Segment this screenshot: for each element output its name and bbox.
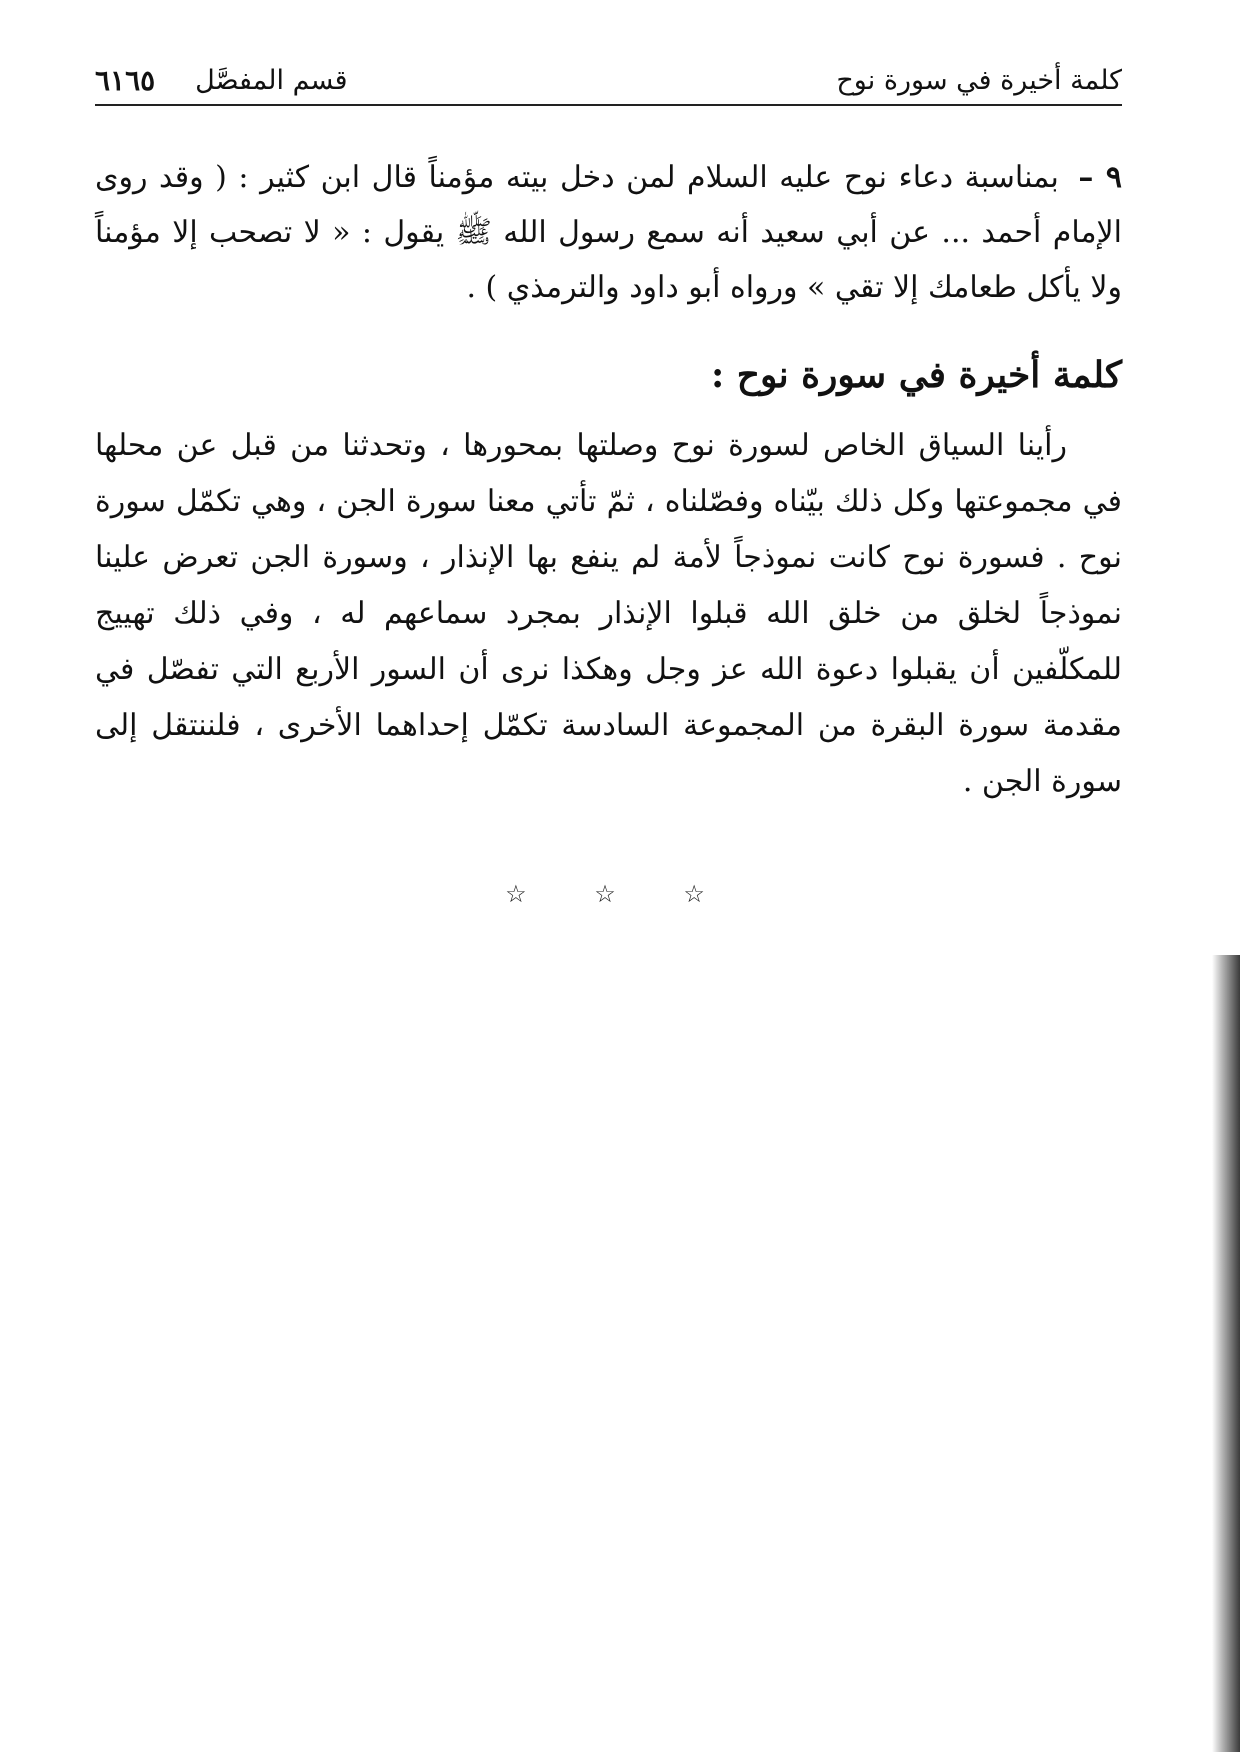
header-left-group: [95, 64, 348, 97]
body-paragraph: رأينا السياق الخاص لسورة نوح وصلتها بمحورها ، وتحدثنا من قبل عن محلها في مجموعتها وكل ذلك بيّناه وفصّلناه ، ثمّ تأتي معنا سورة الجن ، وهي تكمّل سورة نوح . فسورة نوح كانت نموذجاً لأمة لم ينفع بها الإنذار ، وسورة الجن تعرض علينا نموذجاً لخلق من خلق الله قبلوا الإنذار بمجرد سماعهم له ، وفي ذلك تهييج للمكلّفين أن يقبلوا دعوة الله عز وجل وهكذا نرى أن السور الأربع التي تفصّل في مقدمة سورة البقرة من المجموعة السادسة تكمّل إحداهما الأخرى ، فلننتقل إلى سورة الجن .: [95, 428, 1122, 799]
footnote-number: ٩ –: [1078, 160, 1122, 195]
page-header: [95, 58, 1122, 102]
section-name: قسم المفصَّل: [195, 64, 348, 96]
section-heading: كلمة أخيرة في سورة نوح :: [710, 354, 1122, 396]
section-separator-stars: ☆ ☆ ☆: [505, 880, 735, 908]
running-title: كلمة أخيرة في سورة نوح: [836, 64, 1122, 96]
footnote: [95, 150, 1122, 315]
page-number: ٦١٦٥: [95, 63, 156, 97]
footnote-text: بمناسبة دعاء نوح عليه السلام لمن دخل بيته مؤمناً قال ابن كثير : ( وقد روى الإمام أحمد ... عن أبي سعيد أنه سمع رسول الله ﷺ يقول : « لا تصحب إلا مؤمناً ولا يأكل طعامك إلا تقي » ورواه أبو داود والترمذي ) .: [95, 160, 1122, 305]
header-rule: [95, 104, 1122, 106]
page-binding-shadow: [1212, 955, 1240, 1752]
